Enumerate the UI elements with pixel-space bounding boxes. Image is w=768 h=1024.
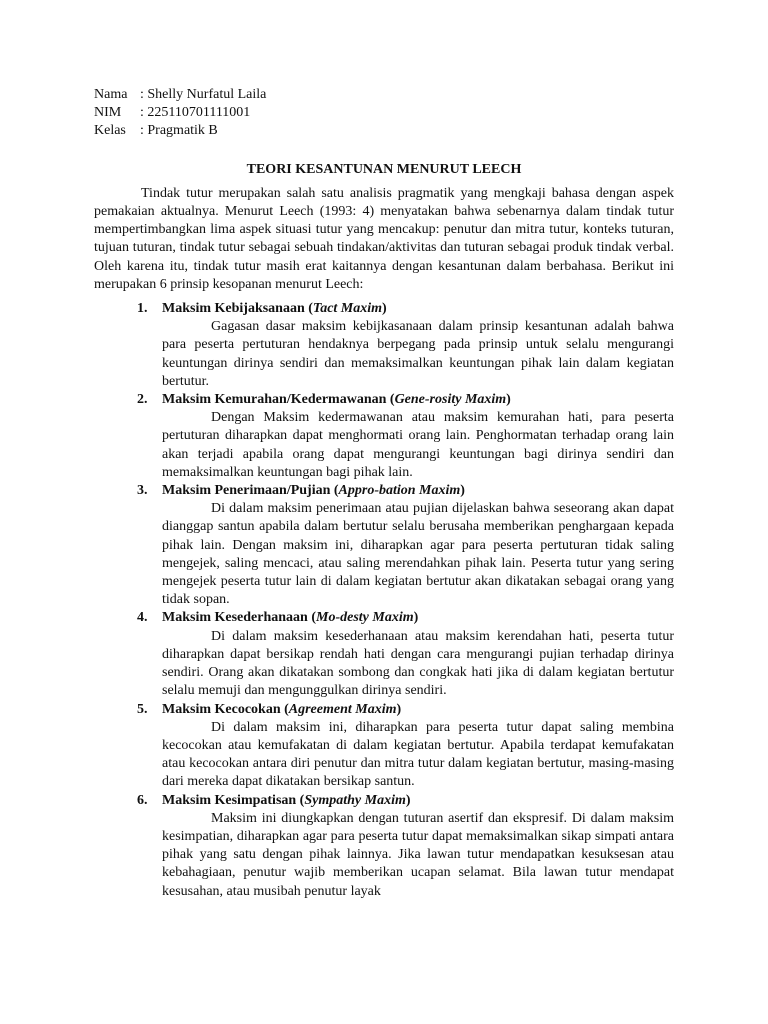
list-item xyxy=(94,482,674,609)
item-number: 4. xyxy=(137,610,148,626)
maxim-english-name: Appro-bation Maxim xyxy=(338,483,461,499)
maxim-heading xyxy=(162,792,674,810)
maxim-heading xyxy=(162,482,674,500)
identity-row-nim xyxy=(94,104,266,122)
identity-row-nama xyxy=(94,86,266,104)
maxim-name: Maksim Kebijaksanaan ( xyxy=(162,301,313,317)
identity-row-kelas xyxy=(94,122,266,140)
maxim-english-name: Mo-desty Maxim xyxy=(316,610,414,626)
item-number: 1. xyxy=(137,301,148,317)
maxim-heading xyxy=(162,391,674,409)
maxim-heading-close: ) xyxy=(460,483,465,499)
maxim-heading-close: ) xyxy=(382,301,387,317)
maxim-heading-close: ) xyxy=(405,792,411,808)
maxim-description: Di dalam maksim penerimaan atau pujian dijelaskan bahwa seseorang akan dapat dianggap santun apabila dalam bertutur selalu berusaha memberikan penghargaan kepada pihak lain. Dengan maksim ini, diharapkan agar para peserta pertuturan tidak saling mengejek, saling mencaci, atau saling merendahkan pihak lain. Peserta tutur yang sering mengejek peserta tutur lain di dalam kegiatan bertutur akan dikatakan sebagai orang yang tidak sopan. xyxy=(162,501,674,608)
maxim-english-name: Tact Maxim xyxy=(312,301,383,317)
maxim-heading-close: ) xyxy=(413,610,419,626)
maxim-heading xyxy=(162,300,674,318)
item-number: 6. xyxy=(137,792,148,808)
item-number: 2. xyxy=(137,392,148,408)
item-number: 3. xyxy=(137,483,148,499)
maxim-name: Maksim Penerimaan/Pujian ( xyxy=(162,483,339,499)
maxim-description: Di dalam maksim ini, diharapkan para peserta tutur dapat saling membina kecocokan atau kemufakatan di dalam kegiatan bertutur. Apabila terdapat kemufakatan atau kecocokan antara diri penutur dan mitra tutur dalam kegiatan bertutur, masing-masing dari mereka dapat dikatakan bersikap santun. xyxy=(162,719,674,790)
identity-value: : 225110701111001 xyxy=(140,105,251,121)
maxim-description: Gagasan dasar maksim kebijkasanaan dalam prinsip kesantunan adalah bahwa para peserta pertuturan hendaknya berpegang pada prinsip untuk selalu mengurangi keuntungan dirinya sendiri dan memaksimalkan keuntungan pihak lain dalam kegiatan bertutur. xyxy=(162,319,674,389)
maxim-list xyxy=(94,300,674,901)
maxim-heading-close: ) xyxy=(396,701,402,717)
maxim-name: Maksim Kesederhanaan ( xyxy=(162,610,316,626)
maxim-english-name: Gene-rosity Maxim xyxy=(394,392,507,408)
intro-paragraph: Tindak tutur merupakan salah satu analisis pragmatik yang mengkaji bahasa dengan aspek pemakaian aktualnya. Menurut Leech (1993: 4) menyatakan bahwa sebenarnya dalam tindak tutur mempertimbangkan lima aspek situasi tutur yang mencakup: penutur dan mitra tutur, konteks tuturan, tujuan tuturan, tindak tutur sebagai sebuah tindakan/aktivitas dan tuturan sebagai produk tindak verbal. Oleh karena itu, tindak tutur masih erat kaitannya dengan kesantunan dalam berbahasa. Berikut ini merupakan 6 prinsip kesopanan menurut Leech: xyxy=(94,185,674,292)
list-item xyxy=(94,792,674,901)
maxim-name: Maksim Kemurahan/Kedermawanan ( xyxy=(162,392,395,408)
identity-value: : Shelly Nurfatul Laila xyxy=(140,87,267,102)
list-item xyxy=(94,609,674,700)
list-item xyxy=(94,701,674,792)
identity-value: : Pragmatik B xyxy=(140,123,218,139)
maxim-english-name: Agreement Maxim xyxy=(288,701,397,717)
identity-label: NIM xyxy=(94,105,122,121)
list-item xyxy=(94,300,674,391)
identity-label: Kelas xyxy=(94,123,126,139)
item-number: 5. xyxy=(137,701,148,717)
maxim-description: Di dalam maksim kesederhanaan atau maksim kerendahan hati, peserta tutur diharapkan dapat bersikap rendah hati dengan cara mengurangi pujian terhadap dirinya sendiri. Orang akan dikatakan sombong dan congkak hati jika di dalam kegiatan bertutur selalu memuji dan mengunggulkan dirinya sendiri. xyxy=(162,628,674,699)
identity-label: Nama xyxy=(94,87,128,102)
maxim-name: Maksim Kecocokan ( xyxy=(162,701,289,717)
maxim-heading-close: ) xyxy=(506,392,511,408)
maxim-heading xyxy=(162,701,674,719)
maxim-heading xyxy=(162,609,674,627)
list-item xyxy=(94,391,674,482)
identity-block xyxy=(94,86,266,141)
maxim-name: Maksim Kesimpatisan ( xyxy=(162,792,305,808)
document-title: TEORI KESANTUNAN MENURUT LEECH xyxy=(246,161,522,177)
maxim-english-name: Sympathy Maxim xyxy=(304,792,406,808)
maxim-description: Maksim ini diungkapkan dengan tuturan asertif dan ekspresif. Di dalam maksim kesimpatian, diharapkan agar para peserta tutur dapat memaksimalkan sikap simpati antara pihak yang satu dengan pihak lainnya. Jika lawan tutur mendapatkan kesuksesan atau kebahagiaan, penutur wajib memberikan ucapan selamat. Bila lawan tutur mendapat kesusahan, atau musibah penutur layak xyxy=(162,810,674,899)
maxim-description: Dengan Maksim kedermawanan atau maksim kemurahan hati, para peserta pertuturan diharapkan dapat menghormati orang lain. Penghormatan terhadap orang lain akan terjadi apabila orang dapat mengurangi keuntungan bagi dirinya sendiri dan memaksimalkan keuntungan bagi pihak lain. xyxy=(162,410,674,480)
